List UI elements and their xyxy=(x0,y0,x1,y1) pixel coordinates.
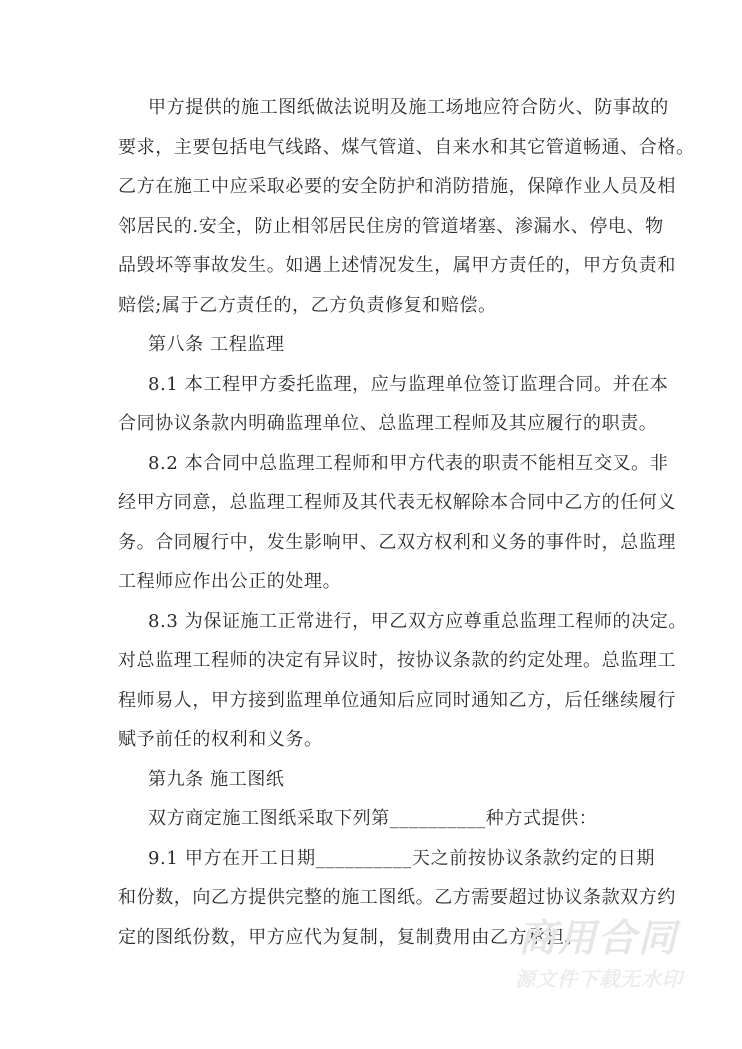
text-line: 8.3 为保证施工正常进行，甲乙双方应尊重总监理工程师的决定。 xyxy=(148,610,687,632)
text-line: 双方商定施工图纸采取下列第__________种方式提供： xyxy=(148,808,598,829)
watermark-title: 商用合同 xyxy=(517,916,678,960)
text-line: 乙方在施工中应采取必要的安全防护和消防措施，保障作业人员及相 xyxy=(118,176,676,197)
text-line: 品毁坏等事故发生。如遇上述情况发生，属甲方责任的，甲方负责和 xyxy=(118,255,676,276)
text-line: 邻居民的.安全，防止相邻居民住房的管道堵塞、渗漏水、停电、物 xyxy=(118,215,664,237)
text-line: 合同协议条款内明确监理单位、总监理工程师及其应履行的职责。 xyxy=(118,413,658,434)
text-line: 甲方提供的施工图纸做法说明及施工场地应符合防火、防事故的 xyxy=(148,97,669,118)
text-line: 要求，主要包括电气线路、煤气管道、自来水和其它管道畅通、合格。 xyxy=(118,136,695,158)
text-line: 定的图纸份数，甲方应代为复制，复制费用由乙方承担。 xyxy=(118,926,583,948)
text-line: 程师易人，甲方接到监理单位通知后应同时通知乙方，后任继续履行 xyxy=(118,689,676,711)
watermark-subtitle: 源文件下载无水印 xyxy=(515,967,683,991)
text-line: 第九条 施工图纸 xyxy=(148,768,285,790)
text-line: 9.1 甲方在开工日期__________天之前按协议条款约定的日期 xyxy=(148,847,655,869)
text-line: 8.1 本工程甲方委托监理，应与监理单位签订监理合同。并在本 xyxy=(148,373,669,395)
text-line: 赋予前任的权利和义务。 xyxy=(118,729,323,750)
text-line: 和份数，向乙方提供完整的施工图纸。乙方需要超过协议条款双方约 xyxy=(118,887,676,908)
text-line: 8.2 本合同中总监理工程师和甲方代表的职责不能相互交叉。非 xyxy=(148,452,669,474)
text-line: 第八条 工程监理 xyxy=(148,334,285,355)
text-line: 工程师应作出公正的处理。 xyxy=(118,571,342,592)
text-line: 赔偿;属于乙方责任的，乙方负责修复和赔偿。 xyxy=(118,294,497,316)
text-line: 对总监理工程师的决定有异议时，按协议条款的约定处理。总监理工 xyxy=(118,650,676,671)
text-line: 经甲方同意，总监理工程师及其代表无权解除本合同中乙方的任何义 xyxy=(118,492,676,513)
text-line: 务。合同履行中，发生影响甲、乙双方权利和义务的事件时，总监理 xyxy=(118,531,676,553)
